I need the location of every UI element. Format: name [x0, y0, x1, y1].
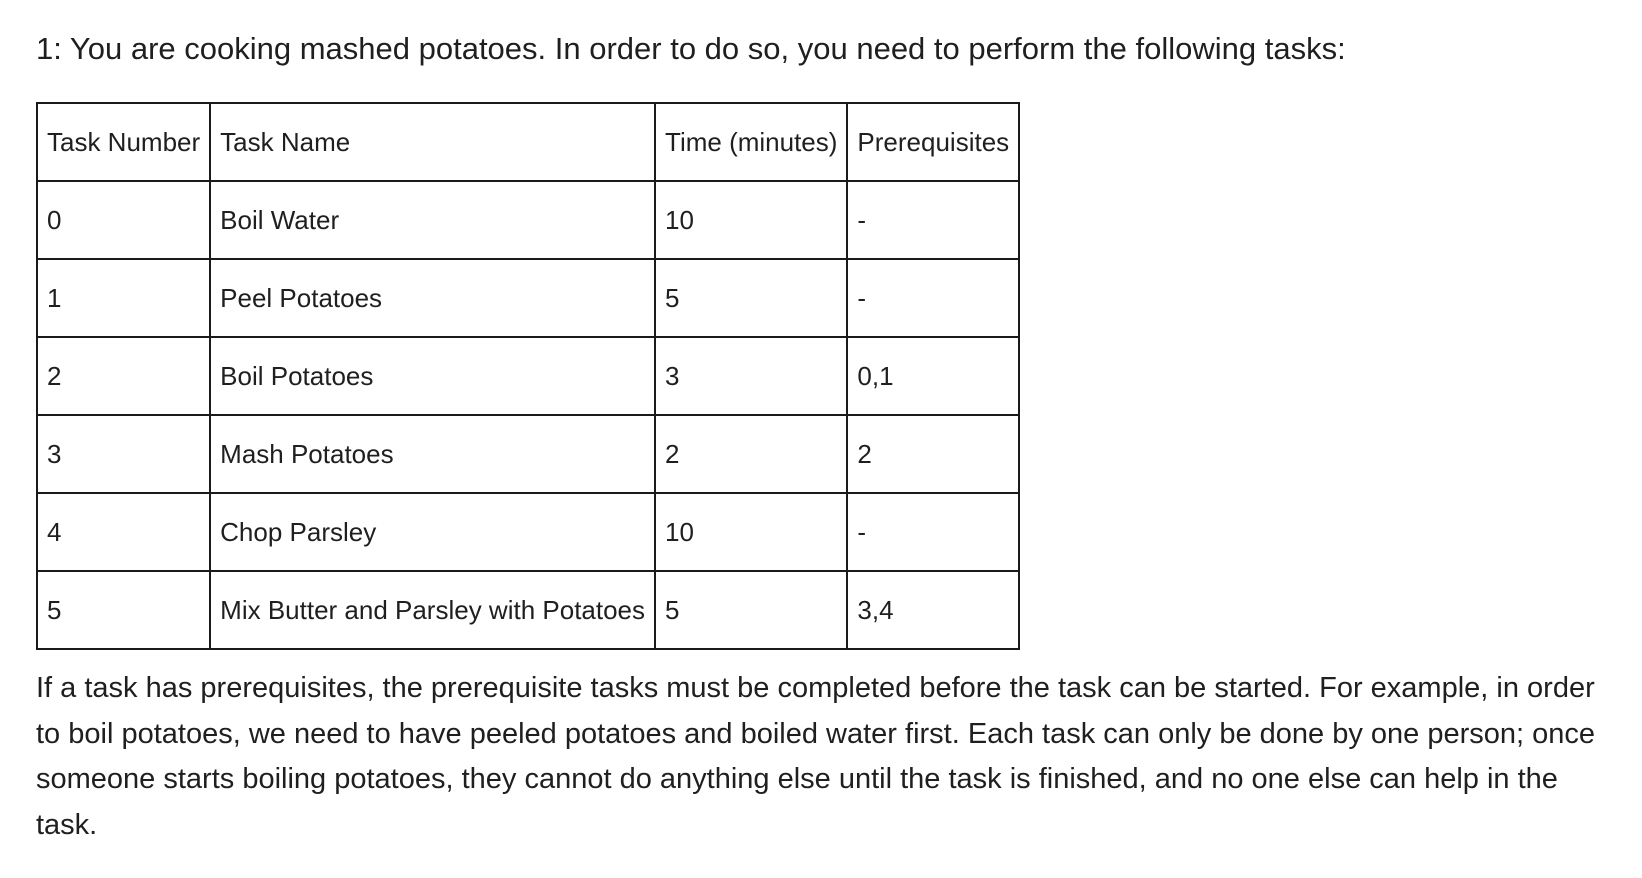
task-time-cell: 5 — [655, 571, 847, 649]
task-time-cell: 3 — [655, 337, 847, 415]
question-intro: 1: You are cooking mashed potatoes. In order to do so, you need to perform the following tasks: — [36, 31, 1346, 66]
table-row — [37, 571, 1019, 649]
task-prerequisites-cell: 0,1 — [847, 337, 1019, 415]
table-row — [37, 337, 1019, 415]
task-prerequisites-cell: - — [847, 259, 1019, 337]
task-number-cell: 3 — [37, 415, 210, 493]
header-task-name: Task Name — [210, 103, 655, 181]
task-name-cell: Boil Water — [210, 181, 655, 259]
task-name-cell: Peel Potatoes — [210, 259, 655, 337]
task-time-cell: 2 — [655, 415, 847, 493]
task-prerequisites-cell: - — [847, 493, 1019, 571]
task-prerequisites-cell: 3,4 — [847, 571, 1019, 649]
task-number-cell: 4 — [37, 493, 210, 571]
explanation-paragraph: If a task has prerequisites, the prerequisite tasks must be completed before the task can be started. For example, in order to boil potatoes, we need to have peeled potatoes and boiled water first. Each task can only be done by one person; once someone starts boiling potatoes, they cannot do anything else until the task is finished, and no one else can help in the task. — [36, 672, 1596, 841]
task-prerequisites-cell: 2 — [847, 415, 1019, 493]
header-task-number: Task Number — [37, 103, 210, 181]
task-number-cell: 5 — [37, 571, 210, 649]
task-number-cell: 1 — [37, 259, 210, 337]
tasks-table — [36, 102, 1020, 650]
task-time-cell: 5 — [655, 259, 847, 337]
table-row — [37, 259, 1019, 337]
header-time: Time (minutes) — [655, 103, 847, 181]
task-number-cell: 0 — [37, 181, 210, 259]
table-row — [37, 493, 1019, 571]
task-name-cell: Mash Potatoes — [210, 415, 655, 493]
task-prerequisites-cell: - — [847, 181, 1019, 259]
task-name-cell: Boil Potatoes — [210, 337, 655, 415]
task-time-cell: 10 — [655, 181, 847, 259]
task-number-cell: 2 — [37, 337, 210, 415]
task-time-cell: 10 — [655, 493, 847, 571]
table-row — [37, 181, 1019, 259]
table-header-row — [37, 103, 1019, 181]
task-name-cell: Mix Butter and Parsley with Potatoes — [210, 571, 655, 649]
table-row — [37, 415, 1019, 493]
header-prerequisites: Prerequisites — [847, 103, 1019, 181]
task-name-cell: Chop Parsley — [210, 493, 655, 571]
